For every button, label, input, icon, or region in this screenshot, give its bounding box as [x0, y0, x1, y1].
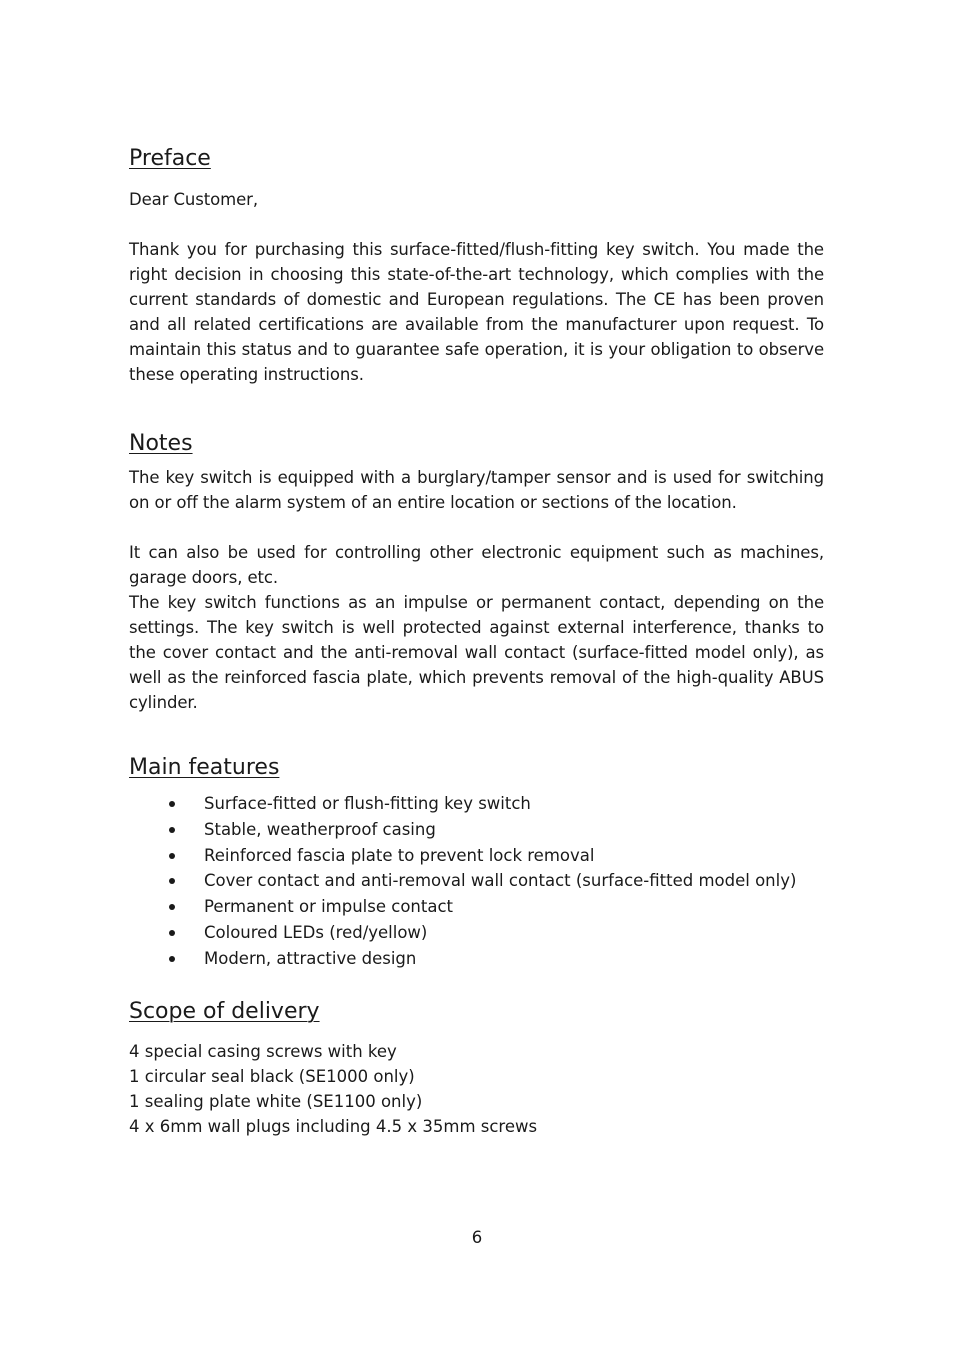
scope-of-delivery-list	[129, 1039, 824, 1139]
bullet-icon	[169, 827, 175, 833]
bullet-icon	[169, 956, 175, 962]
notes-heading: Notes	[129, 431, 193, 456]
page-number: 6	[471, 1228, 483, 1247]
bullet-icon	[169, 801, 175, 807]
list-item: Surface-fitted or flush-fitting key switch	[129, 791, 824, 817]
notes-paragraph-1: The key switch is equipped with a burglary/tamper sensor and is used for switching on or off the alarm system of an entire location or sections of the location.	[129, 468, 824, 512]
preface-salutation: Dear Customer,	[129, 190, 258, 209]
list-item: 1 sealing plate white (SE1100 only)	[129, 1092, 423, 1111]
list-item: 1 circular seal black (SE1000 only)	[129, 1067, 415, 1086]
preface-heading: Preface	[129, 146, 211, 171]
list-item: Coloured LEDs (red/yellow)	[129, 920, 824, 946]
list-item: Modern, attractive design	[129, 946, 824, 972]
bullet-icon	[169, 853, 175, 859]
list-item: Permanent or impulse contact	[129, 894, 824, 920]
preface-body: Thank you for purchasing this surface-fitted/flush-fitting key switch. You made the right decision in choosing this state-of-the-art technology, which complies with the current standards of domestic and European regulations. The CE has been proven and all related certifications are available from the manufacturer upon request. To maintain this status and to guarantee safe operation, it is your obligation to observe these operating instructions.	[129, 240, 824, 384]
list-item: Stable, weatherproof casing	[129, 817, 824, 843]
list-item: Cover contact and anti-removal wall contact (surface-fitted model only)	[129, 868, 824, 894]
list-item: Reinforced fascia plate to prevent lock removal	[129, 843, 824, 869]
bullet-icon	[169, 904, 175, 910]
scope-of-delivery-heading: Scope of delivery	[129, 999, 320, 1024]
bullet-icon	[169, 878, 175, 884]
list-item: 4 special casing screws with key	[129, 1042, 397, 1061]
list-item: 4 x 6mm wall plugs including 4.5 x 35mm screws	[129, 1117, 538, 1136]
bullet-icon	[169, 930, 175, 936]
notes-paragraph-3: The key switch functions as an impulse or permanent contact, depending on the settings. The key switch is well protected against external interference, thanks to the cover contact and the anti-removal wall contact (surface-fitted model only), as well as the reinforced fascia plate, which prevents removal of the high-quality ABUS cylinder.	[129, 593, 824, 712]
notes-paragraph-2: It can also be used for controlling other electronic equipment such as machines, garage doors, etc.	[129, 543, 824, 587]
main-features-heading: Main features	[129, 755, 280, 780]
main-features-list	[129, 791, 824, 972]
